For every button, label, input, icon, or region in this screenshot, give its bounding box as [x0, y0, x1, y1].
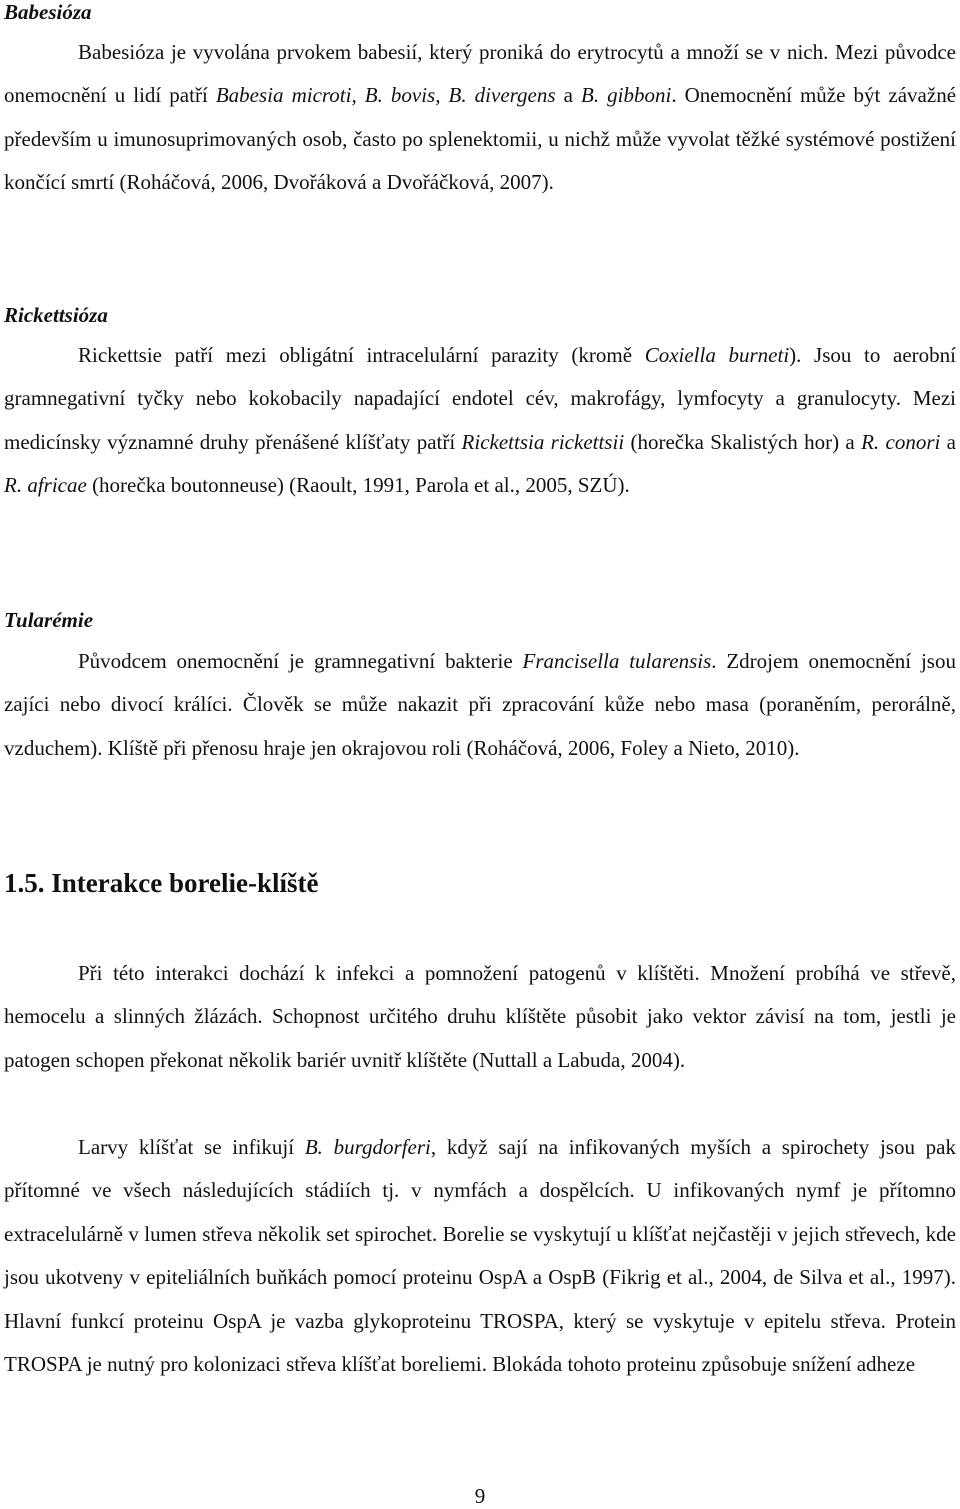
text-run: (horečka Skalistých hor) a	[624, 429, 862, 454]
paragraph-babesioza	[4, 31, 956, 205]
text-run: . Zdrojem onemocnění jsou zajíci nebo divocí králíci. Člověk se může nakazit při zpracování kůže nebo masa (poraněním, perorálně, vzduchem). Klíště při přenosu hraje jen okrajovou roli (Roháčová, 2006, Foley a Nieto, 2010).	[4, 649, 956, 760]
species-name: B. burgdorferi	[304, 1135, 431, 1159]
text-run: Larvy klíšťat se infikují	[78, 1135, 305, 1159]
text-run: , když sají na infikovaných myších a spirochety jsou pak přítomné ve všech následujících stádiích tj. v nymfách a dospělcích. U infikovaných nymf je přítomno extracelulárně v lumen střeva několik set spirochet. Borelie se vyskytují u klíšťat nejčastěji v jejich střevech, kde jsou ukotveny v epiteliálních buňkách pomocí proteinu OspA a OspB (Fikrig et al., 2004, de Silva et al., 1997). Hlavní funkcí proteinu OspA je vazba glykoproteinu TROSPA, který se vyskytuje v epitelu střeva. Protein TROSPA je nutný pro kolonizaci střeva klíšťat boreliemi. Blokáda tohoto proteinu způsobuje snížení adheze	[4, 1135, 956, 1377]
species-name: Babesia microti, B. bovis, B. divergens	[215, 83, 556, 108]
page-number: 9	[474, 1484, 486, 1508]
species-name: Coxiella burneti	[644, 343, 790, 367]
species-name: Francisella tularensis	[522, 649, 712, 673]
species-name: Rickettsia rickettsii	[461, 429, 625, 454]
text-run: (horečka boutonneuse) (Raoult, 1991, Parola et al., 2005, SZÚ).	[86, 473, 630, 498]
heading-rickettsioza: Rickettsióza	[4, 303, 108, 327]
chapter-heading-interakce: 1.5. Interakce borelie-klíště	[4, 868, 319, 898]
paragraph-tularemie	[4, 640, 956, 770]
species-name: B. gibboni	[581, 83, 672, 108]
heading-tularemie: Tularémie	[4, 608, 94, 632]
text-run: ). Jsou to aerobní gramnegativní tyčky nebo kokobacily napadající endotel cév, makrofágy, lymfocyty a granulocyty. Mezi medicínsky významné druhy přenášené klíšťaty patří	[4, 343, 956, 454]
paragraph-interakce-1	[4, 952, 956, 1082]
text-run: a	[940, 429, 957, 454]
text-run: Rickettsie patří mezi obligátní intracelulární parazity (kromě	[78, 343, 645, 367]
text-run: Původcem onemocnění je gramnegativní bakterie	[78, 649, 523, 673]
paragraph-rickettsioza	[4, 334, 956, 508]
species-name: R. conori	[861, 429, 941, 454]
text-run: a	[555, 83, 581, 108]
heading-babesioza: Babesióza	[4, 0, 92, 24]
paragraph-interakce-2	[4, 1126, 956, 1386]
species-name: R. africae	[4, 473, 87, 498]
text-run: . Onemocnění může být závažné především u imunosuprimovaných osob, často po splenektomii, u nichž může vyvolat těžké systémové postižení končící smrtí (Roháčová, 2006, Dvořáková a Dvořáčková, 2007).	[4, 83, 957, 195]
text-run: Babesióza je vyvolána prvokem babesií, který proniká do erytrocytů a množí se v nich. Mezi původce onemocnění u lidí patří	[4, 40, 956, 108]
text-run: Při této interakci dochází k infekci a pomnožení patogenů v klíštěti. Množení probíhá ve střevě, hemocelu a slinných žlázách. Schopnost určitého druhu klíštěte působit jako vektor závisí na tom, jestli je patogen schopen překonat několik bariér uvnitř klíštěte (Nuttall a Labuda, 2004).	[4, 961, 956, 1072]
